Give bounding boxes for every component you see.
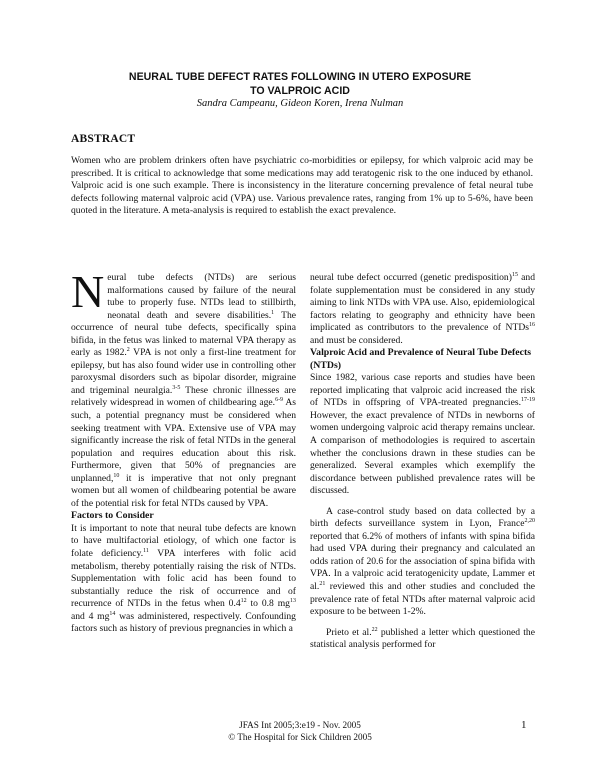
- valproic-paragraph-2: A case-control study based on data collected by a birth defects surveillance system in Lyon, France$^{2,20}$ reported that 6.2% of mothers of infants with spina bifida had used VPA during their pregnancy and calculated an odds ration of 20.6 for the association of spina bifida with VPA. In a valproic acid teratogenicity update, Lammer et al.$^{21}$ reviewed this and other studies and concluded the prevalence rate of fetal NTDs after maternal valproic acid exposure to be between 1-2%.: [310, 505, 535, 618]
- journal-citation: JFAS Int 2005;3:e19 - Nov. 2005: [239, 720, 361, 730]
- citation: 3-5: [172, 384, 181, 391]
- citation: 6-9: [275, 397, 284, 404]
- valproic-paragraph-3: Prieto et al.$^{22}$ published a letter which questioned the statistical analysis performed for: [310, 626, 535, 651]
- citation: 11: [143, 547, 149, 554]
- citation: 21: [319, 581, 326, 588]
- citation: 13: [289, 598, 296, 605]
- drop-cap: N: [71, 266, 105, 317]
- author-list: Sandra Campeanu, Gideon Koren, Irena Nulman: [196, 98, 404, 109]
- factors-paragraph: It is important to note that neural tube defects are known to have multifactorial etiology, of which one factor is folate deficiency.$^{11}$ VPA interferes with folic acid metabolism, thereby potentially raising the risk of NTDs. Supplementation with folic acid has been found to substantially reduce the risk of occurrence and of recurrence of NTDs in the fetus when $0.4^{12}$ to 0.8 $mg^{13}$ and 4 $mg^{14}$ was administered, respectively. Confounding factors such as history of previous pregnancies in which a: [71, 522, 297, 635]
- left-column: [71, 266, 297, 636]
- intro-paragraph: Neural tube defects (NTDs) are serious malformations caused by failure of the neural tube to properly fuse. NTDs lead to stillbirth, neonatal death and severe disabilities.$^1$ The occurrence of neural tube defects, specifically spina bifida, in the fetus was linked to maternal VPA therapy as early as 1982.$^2$ VPA is not only a first-line treatment for epilepsy, but has also found wider use in controlling other paroxysmal disorders such as bipolar disorder, migraine and trigeminal neuralgia.$^{3-5}$ These chronic illnesses are relatively widespread in women of childbearing age.$^{6-9}$ As such, a potential pregnancy must be considered when seeking treatment with VPA. Extensive use of VPA may significantly increase the risk of fetal NTDs in the general population and requires education about this risk. Furthermore, given that 50% of pregnancies are unplanned,$^{10}$ it is imperative that not only pregnant women but all women of childbearing potential be aware of the potential risk for fetal NTDs caused by VPA.: [71, 266, 296, 509]
- right-column: [310, 272, 535, 652]
- citation: 12: [240, 598, 247, 605]
- citation: 16: [529, 322, 535, 329]
- page-number: 1: [521, 719, 527, 731]
- section-heading-factors: Factors to Consider: [71, 510, 154, 522]
- continued-paragraph: neural tube defect occurred (genetic predisposition)$^{15}$ and folate supplementation must be considered in any study aiming to link NTDs with VPA use. Also, epidemiological factors relating to geography and ethnicity have been implicated as contributors to the prevalence of NTDs$^{16}$ and must be considered.: [310, 272, 535, 346]
- citation: 1: [271, 309, 275, 316]
- title-line-2: TO VALPROIC ACID: [250, 85, 350, 97]
- copyright-notice: © The Hospital for Sick Children 2005: [228, 732, 372, 742]
- citation: 10: [113, 472, 120, 479]
- page-footer: [0, 719, 600, 743]
- abstract-heading: ABSTRACT: [71, 133, 136, 145]
- valproic-paragraph-1: Since 1982, various case reports and studies have been reported implicating that valproic acid increased the risk of NTDs in offspring of VPA-treated pregnancies.$^{17-19}$ However, the exact prevalence of NTDs in newborns of women undergoing valproic acid therapy remains unclear. A comparison of methodologies is required to ascertain whether the conclusions drawn in these studies can be generalized. Several examples which exemplify the discordance between published prevalence rates will be discussed.: [310, 372, 535, 497]
- citation: 17-19: [521, 397, 535, 404]
- paper-title: [0, 70, 600, 98]
- abstract-text: Women who are problem drinkers often have psychiatric co-morbidities or epilepsy, for which valproic acid may be prescribed. It is critical to acknowledge that some medications may add teratogenic risk to the one induced by ethanol. Valproic acid is one such example. There is inconsistency in the literature concerning prevalence of fetal neural tube defects following maternal valproic acid (VPA) use. Various prevalence rates, ranging from 1% up to 5-6%, have been quoted in the literature. A meta-analysis is required to establish the exact prevalence.: [71, 155, 533, 217]
- citation: 22: [371, 626, 378, 633]
- title-line-1: NEURAL TUBE DEFECT RATES FOLLOWING IN UTERO EXPOSURE: [128, 71, 472, 83]
- citation: 15: [511, 272, 518, 278]
- citation: 2: [126, 347, 130, 354]
- section-heading-valproic: Valproic Acid and Prevalence of Neural Tube Defects (NTDs): [310, 347, 532, 371]
- citation: 2,20: [524, 518, 535, 525]
- citation: 14: [109, 610, 116, 617]
